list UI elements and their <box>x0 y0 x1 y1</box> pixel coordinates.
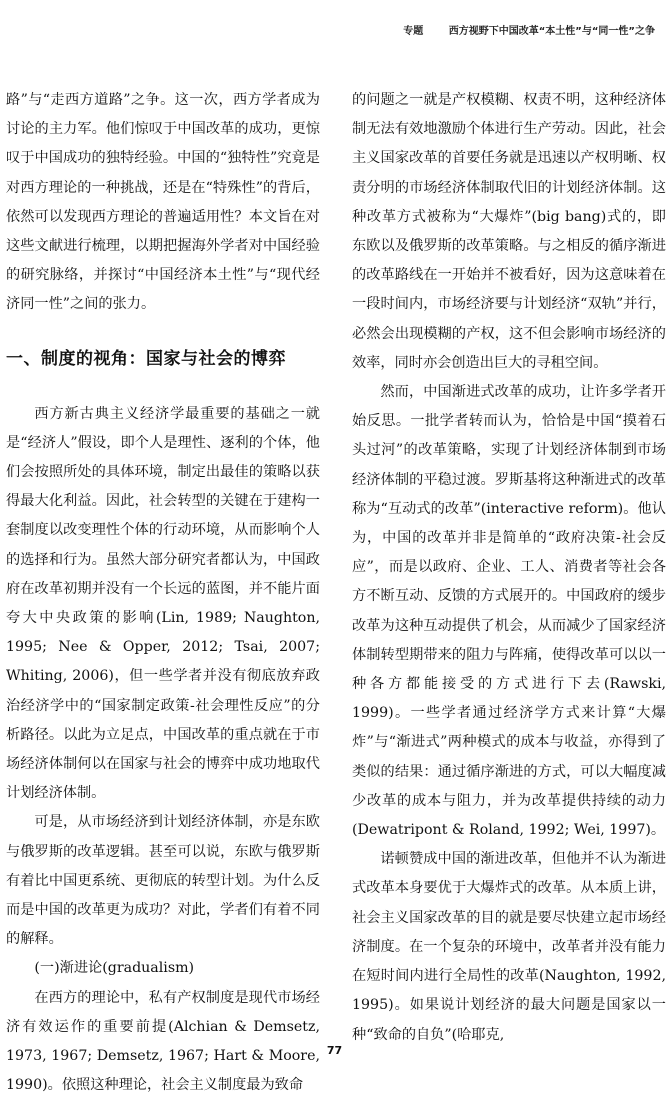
paragraph: 诺顿赞成中国的渐进改革，但他并不认为渐进式改革本身要优于大爆炸式的改革。从本质上讲，社会主义国家改革的目的就是要尽快建立起市场经济制度。在一个复杂的环境中，改革者并没有能力在短时间内进行全局性的改革(Naughton, 1992, 1995)。如果说计划经济的最大问题是国家以一种“致命的自负”(哈耶克, <box>352 851 666 1043</box>
section-heading: 一、制度的视角：国家与社会的博弈 <box>6 348 286 369</box>
paragraph: 的问题之一就是产权模糊、权责不明，这种经济体制无法有效地激励个体进行生产劳动。因此，社会主义国家改革的首要任务就是迅速以产权明晰、权责分明的市场经济体制取代旧的计划经济体制。这种改革方式被称为“大爆炸”(big bang)式的，即东欧以及俄罗斯的改革策略。与之相反的循序渐进的改革路线在一开始并不被看好，因为这意味着在一段时间内，市场经济要与计划经济“双轨”并行，必然会出现模糊的产权，这不但会影响市场经济的效率，同时亦会创造出巨大的寻租空间。 <box>352 92 666 371</box>
intro-paragraph: 路”与“走西方道路”之争。这一次，西方学者成为讨论的主力军。他们惊叹于中国改革的成功，更惊叹于中国成功的独特经验。中国的“独特性”究竟是对西方理论的一种挑战，还是在“特殊性”的背后，依然可以发现西方理论的普遍适用性？本文旨在对这些文献进行梳理，以期把握海外学者对中国经验的研究脉络，并探讨“中国经济本土性”与“现代经济同一性”之间的张力。 <box>6 92 320 313</box>
paragraph: 然而，中国渐进式改革的成功，让许多学者开始反思。一批学者转而认为，恰恰是中国“摸着石头过河”的改革策略，实现了计划经济体制到市场经济体制的平稳过渡。罗斯基将这种渐进式的改革称为“互动式的改革”(interactive reform)。他认为，中国的改革并非是简单的“政府决策-社会反应”，而是以政府、企业、工人、消费者等社会各方不断互动、反馈的方式展开的。中国政府的缓步改革为这种互动提供了机会，从而减少了国家经济体制转型期带来的阻力与阵痛，使得改革可以以一种各方都能接受的方式进行下去(Rawski, 1999)。一些学者通过经济学方式来计算“大爆炸”与“渐进式”两种模式的成本与收益，亦得到了类似的结果：通过循序渐进的方式，可以大幅度减少改革的成本与阻力，并为改革提供持续的动力(Dewatripont & Roland, 1992; Wei, 1997)。 <box>352 384 666 839</box>
paragraph: 在西方的理论中，私有产权制度是现代市场经济有效运作的重要前提(Alchian & Demsetz, 1973, 1967; Demsetz, 1967; Hart & Moore, 1990)。依照这种理论，社会主义制度最为致命 <box>6 989 320 1094</box>
running-header <box>14 22 655 37</box>
running-title: 西方视野下中国改革“本土性”与“同一性”之争 <box>448 26 655 37</box>
page-number: 77 <box>326 1044 343 1057</box>
subsection-heading: (一)渐进论(gradualism) <box>34 960 195 977</box>
left-column <box>6 86 320 1101</box>
right-column <box>352 86 666 1050</box>
paragraph: 可是，从市场经济到计划经济体制，亦是东欧与俄罗斯的改革逻辑。甚至可以说，东欧与俄罗斯有着比中国更系统、更彻底的转型计划。为什么反而是中国的改革更为成功？对此，学者们有着不同的解释。 <box>6 814 320 948</box>
section-tag: 专题 <box>403 26 424 37</box>
paragraph: 西方新古典主义经济学最重要的基础之一就是“经济人”假设，即个人是理性、逐利的个体，他们会按照所处的具体环境，制定出最佳的策略以获得最大化利益。因此，社会转型的关键在于建构一套制度以改变理性个体的行动环境，从而影响个人的选择和行为。虽然大部分研究者都认为，中国政府在改革初期并没有一个长远的蓝图，并不能片面夸大中央政策的影响(Lin, 1989; Naughton, 1995; Nee & Opper, 2012; Tsai, 2007; Whiting, 2006)，但一些学者并没有彻底放弃政治经济学中的“国家制定政策-社会理性反应”的分析路径。以此为立足点，中国改革的重点就在于市场经济体制何以在国家与社会的博弈中成功地取代计划经济体制。 <box>6 405 320 802</box>
